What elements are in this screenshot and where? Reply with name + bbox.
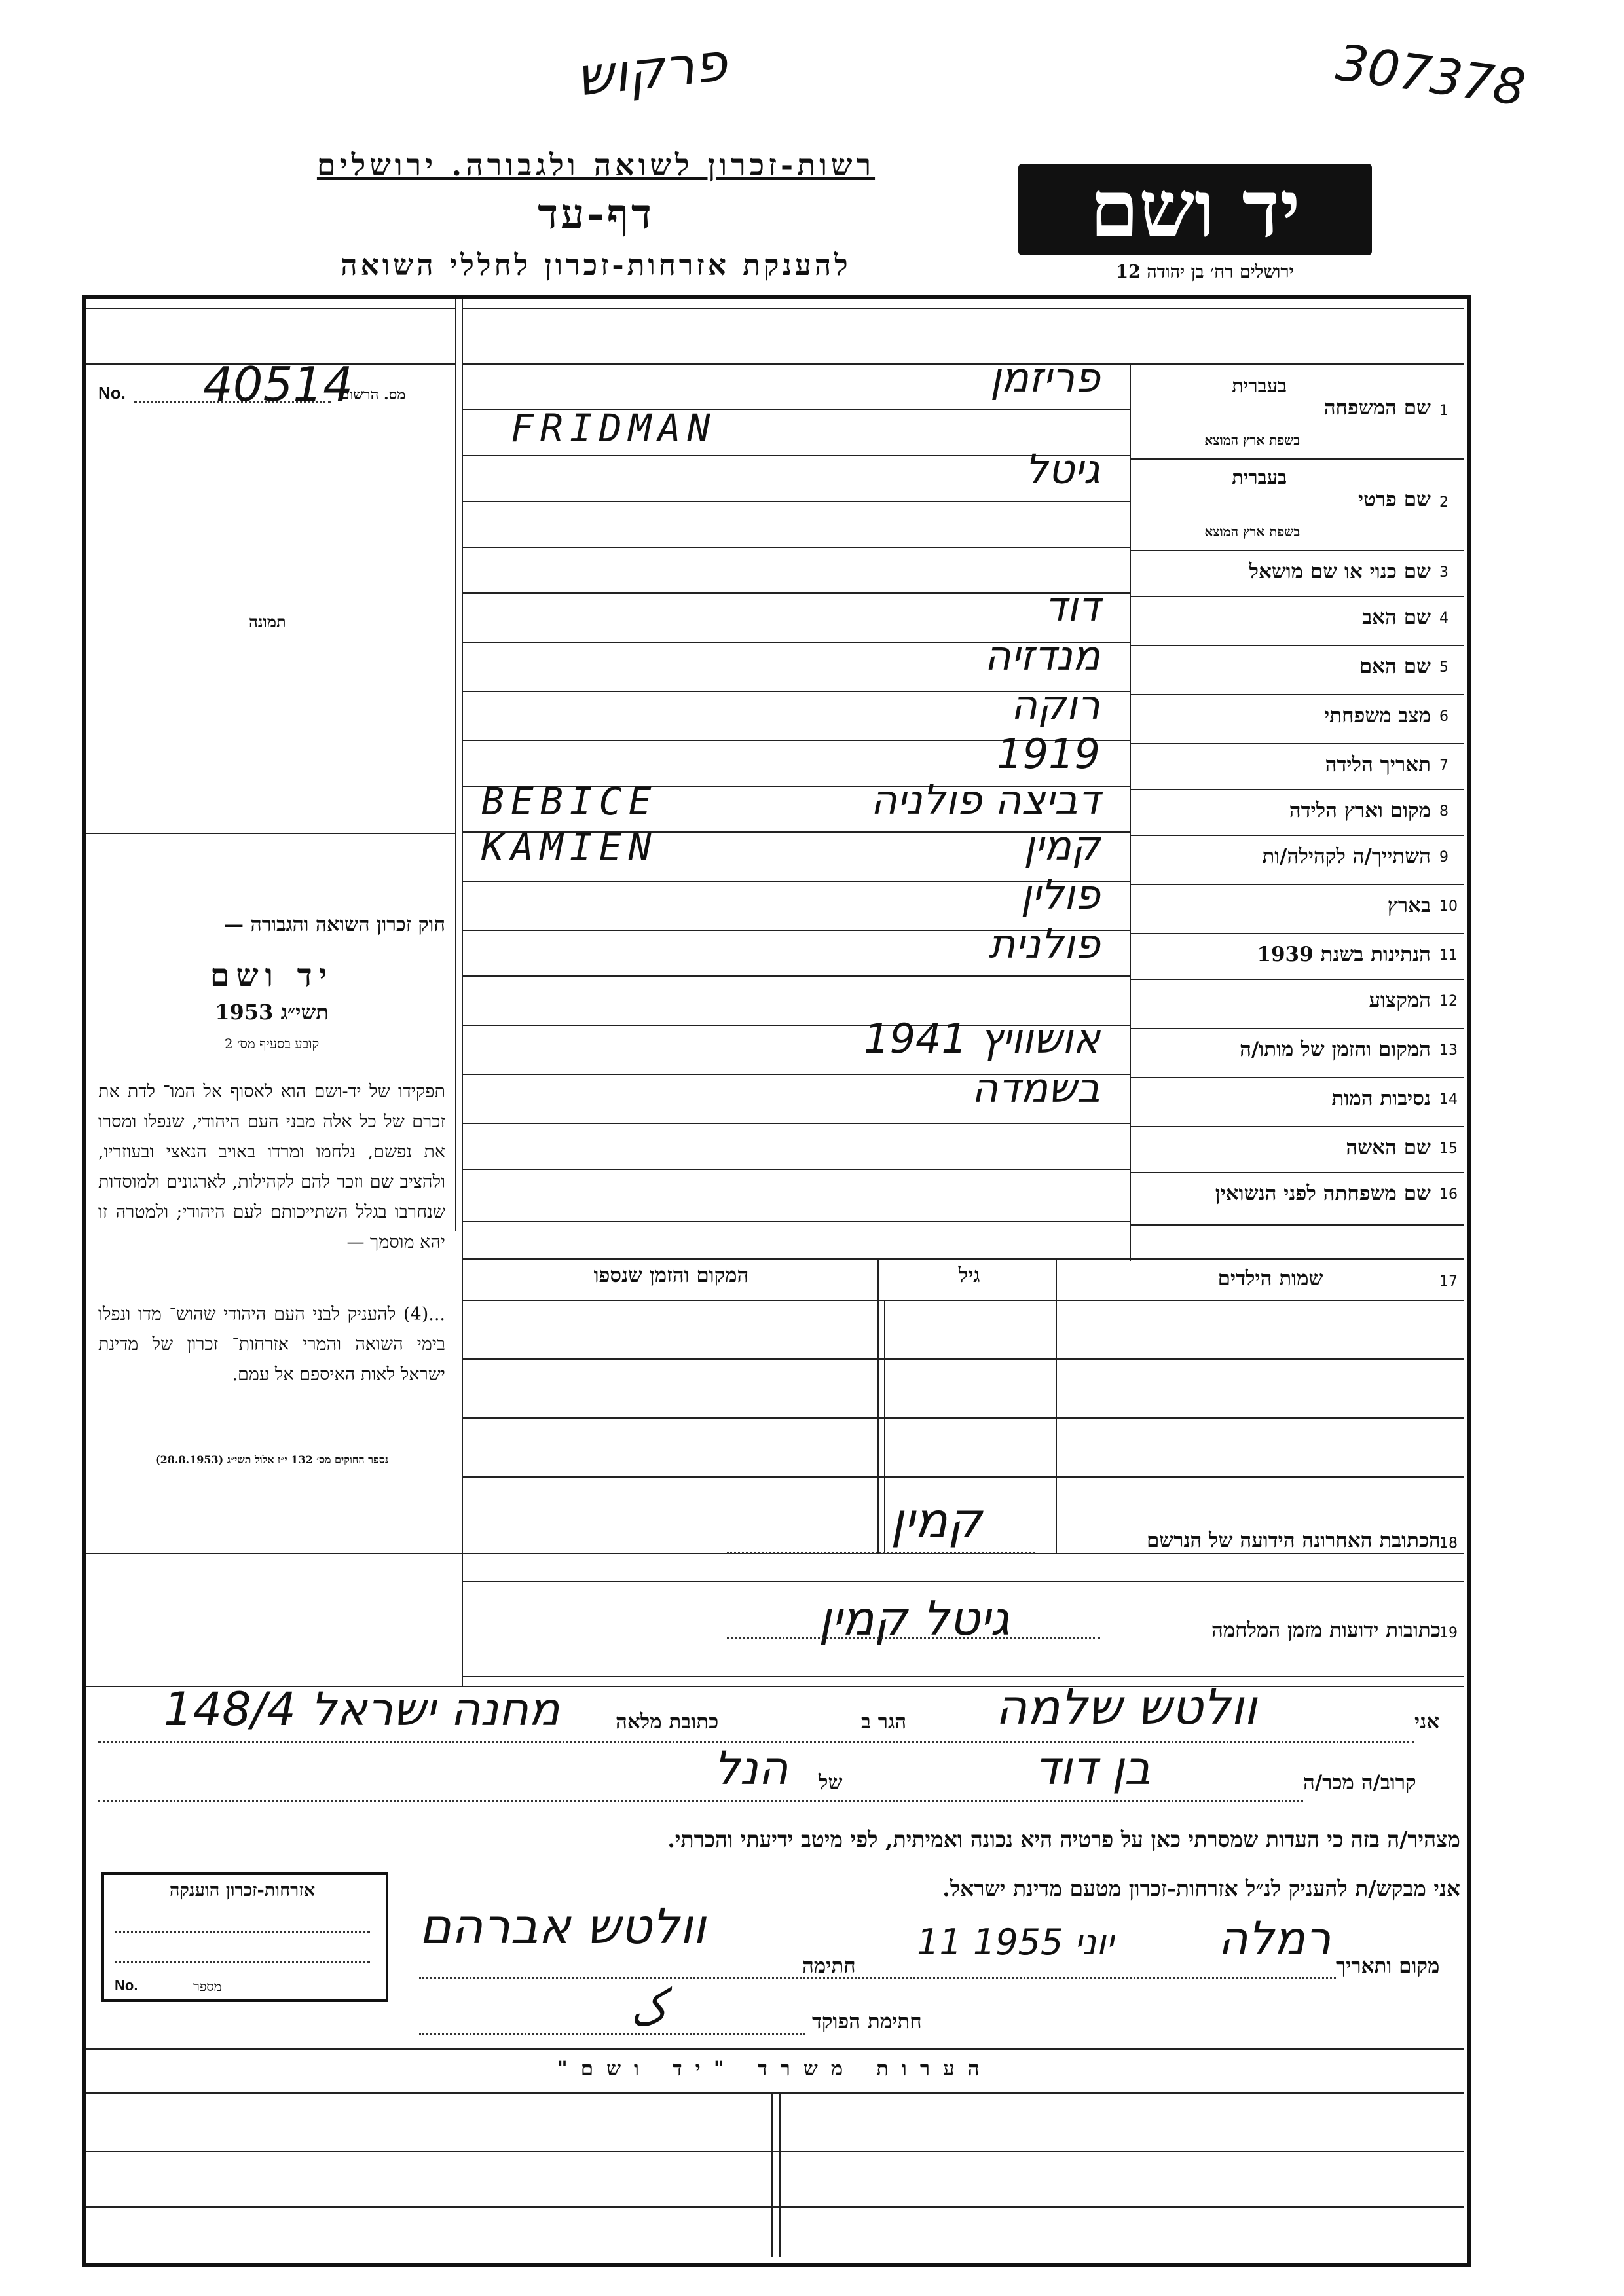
handwritten-surname-annotation: פרקוש: [573, 31, 730, 108]
field-10-value: פולין: [1020, 871, 1100, 919]
registration-number: 40514: [203, 357, 354, 412]
relation-value: בן דוד: [1035, 1741, 1151, 1795]
field-19-value: גיטל קמין: [819, 1591, 1010, 1646]
children-names-header: שמות הילדים: [1217, 1267, 1323, 1290]
field-18-number: 18: [1439, 1535, 1458, 1552]
relative-label: קרוב/ה מכר/ה: [1303, 1771, 1416, 1795]
field-13-label: המקום והזמן של מותו/ה: [1240, 1038, 1431, 1061]
field-16-number: 16: [1439, 1186, 1458, 1203]
field-1-value: פריזמן: [989, 354, 1100, 401]
field-8-value: דביצה פולניה: [870, 776, 1100, 824]
field-2-hebrew-sublabel: בעברית: [1232, 466, 1287, 488]
field-5-number: 5: [1439, 659, 1449, 676]
field-6-value: רוקה: [1010, 681, 1100, 729]
field-2-value: גיטל: [1025, 445, 1100, 493]
law-footer: נספר החוקים מס׳ 132 י״ז אלול תשי״ג (28.8.1953): [155, 1453, 388, 1466]
of-value: הנל: [714, 1741, 788, 1795]
field-14-number: 14: [1439, 1091, 1458, 1108]
stamp-box-title: אזרחות-זכרון הוענקה: [169, 1880, 316, 1901]
field-9-number: 9: [1439, 849, 1449, 866]
declaration-text: מצהיר/ה בזה כי העדות שמסרתי כאן על פרטיה היא נכונה ואמיתית, לפי מיטב ידיעתי והכרתי.: [667, 1827, 1460, 1852]
field-2-number: 2: [1439, 494, 1449, 511]
field-8-number: 8: [1439, 803, 1449, 820]
yad-vashem-logo: יד ושם: [1018, 164, 1372, 255]
signature-label: חתימה: [802, 1954, 856, 1978]
registration-label: מס. הרשום: [341, 386, 406, 403]
declarant-prefix: אני: [1414, 1710, 1440, 1734]
resides-label: הגר ב: [861, 1710, 907, 1734]
field-3-number: 3: [1439, 564, 1449, 581]
field-13-value: אושוויץ 1941: [864, 1015, 1100, 1063]
field-1-latin-value: FRIDMAN: [511, 406, 717, 450]
field-4-label: שם האב: [1362, 606, 1431, 629]
form-subtitle: להענקת אזרחות-זכרון לחללי השואה: [341, 249, 851, 282]
field-7-number: 7: [1439, 757, 1449, 774]
declarant-signature: וולטש אברהם: [419, 1899, 706, 1955]
law-body-clause-4: ...(4) להעניק לבני העם היהודי שהוש־ מדו ונפלו בימי השואה והמרי אזרחות־ זכרון של מדינת ישראל לאות האיספם אל עמם.: [98, 1304, 445, 1385]
field-4-number: 4: [1439, 610, 1449, 627]
date-value: 11 יוני 1955: [917, 1922, 1114, 1963]
field-18-value: קמין: [891, 1493, 982, 1549]
law-body: תפקידו של יד-ושם הוא לאסוף אל המו־ לדת את זכרם של כל אלה מבני העם היהודי, שנפלו ומסרו את נפשם, נלחמו ומרדו באויב הנאצי ובעוזריו, ולהציב שם וזכר להם לקהילות, לארגונים ולמוסדות שנחרבו בגלל השתייכותם לעם היהודי; ולמטרה זו יהא מוסמך —: [98, 1082, 445, 1252]
field-9-value: קמין: [1024, 822, 1100, 869]
declarant-name: וולטש שלמה: [995, 1679, 1257, 1736]
field-2-origin-sublabel: בשפת ארץ המוצא: [1204, 524, 1300, 539]
official-signature-label: חתימת הפוקד: [812, 2010, 922, 2033]
authority-header: רשות-זכרון לשואה ולגבורה. ירושלים: [316, 147, 876, 183]
field-14-value: בשמדה: [971, 1064, 1100, 1112]
request-text: אני מבקש/ת להעניק לנ״ל אזרחות-זכרון מטעם מדינת ישראל.: [942, 1876, 1460, 1901]
field-17-number: 17: [1439, 1273, 1458, 1290]
field-11-value: פולנית: [988, 920, 1100, 968]
archive-number: 307378: [1333, 33, 1529, 117]
field-8-label: מקום וארץ הלידה: [1289, 799, 1431, 822]
address-label: כתובת מלאה: [616, 1710, 719, 1734]
field-6-number: 6: [1439, 708, 1449, 725]
field-9-latin-value: KAMIEN: [481, 825, 658, 869]
field-10-label: בארץ: [1387, 894, 1431, 917]
field-5-value: מנדזיה: [984, 632, 1100, 680]
field-12-number: 12: [1439, 993, 1458, 1010]
stamp-number-label: מספר: [193, 1978, 222, 1994]
field-14-label: נסיבות המות: [1331, 1087, 1431, 1110]
field-15-number: 15: [1439, 1140, 1458, 1157]
law-name: יד ושם: [210, 957, 334, 994]
field-3-label: שם כנוי או שם מושאל: [1249, 560, 1431, 583]
law-clause: קובע בסעיף מס׳ 2: [224, 1036, 320, 1051]
logo-address: ירושלים רח׳ בן יהודה 12: [1116, 262, 1294, 282]
official-signature-mark: ک: [624, 1980, 672, 2037]
place-date-label: מקום ותאריך: [1336, 1954, 1440, 1978]
field-18-label: הכתובת האחרונה הידועה של הנרשם: [1146, 1529, 1441, 1552]
field-1-hebrew-sublabel: בעברית: [1232, 374, 1287, 397]
field-19-number: 19: [1439, 1625, 1458, 1641]
field-1-number: 1: [1439, 403, 1449, 419]
field-8-latin-value: BEBICE: [481, 779, 658, 824]
field-6-label: מצב משפחתי: [1324, 704, 1431, 727]
field-5-label: שם האם: [1359, 655, 1431, 678]
field-4-value: דוד: [1044, 583, 1100, 630]
stamp-no-label: No.: [115, 1977, 138, 1994]
place-value: רמלה: [1218, 1912, 1331, 1965]
declarant-address: מחנה ישראל 148/4: [164, 1683, 560, 1736]
field-7-value: 1919: [997, 730, 1100, 778]
of-label: של: [819, 1771, 843, 1795]
field-19-label: כתובות ידועות מזמן המלחמה: [1211, 1618, 1441, 1642]
law-year: תשי״ג 1953: [215, 1000, 329, 1025]
no-label: No.: [98, 383, 126, 403]
children-age-header: גיל: [958, 1264, 980, 1287]
photo-label: תמונה: [249, 612, 286, 631]
field-10-number: 10: [1439, 898, 1458, 915]
field-13-number: 13: [1439, 1042, 1458, 1059]
field-7-label: תאריך הלידה: [1325, 753, 1431, 776]
field-11-number: 11: [1439, 947, 1458, 964]
field-2-label: שם פרטי: [1357, 488, 1431, 511]
field-15-label: שם האשה: [1346, 1136, 1431, 1159]
field-1-label: שם המשפחה: [1323, 396, 1431, 420]
form-title: דף-עד: [538, 190, 654, 239]
law-title: חוק זכרון השואה והגבורה —: [224, 913, 445, 936]
field-16-label: שם משפחתה לפני הנשואין: [1215, 1182, 1431, 1205]
children-place-header: המקום והזמן שנספו: [593, 1264, 749, 1287]
field-12-label: המקצוע: [1369, 989, 1431, 1012]
field-9-label: השתייך/ה לקהילה/ות: [1262, 845, 1431, 868]
office-notes-title: הערות משרד "יד ושם": [557, 2057, 993, 2081]
field-11-label: הנתינות בשנת 1939: [1257, 943, 1431, 966]
field-1-origin-sublabel: בשפת ארץ המוצא: [1204, 432, 1300, 448]
